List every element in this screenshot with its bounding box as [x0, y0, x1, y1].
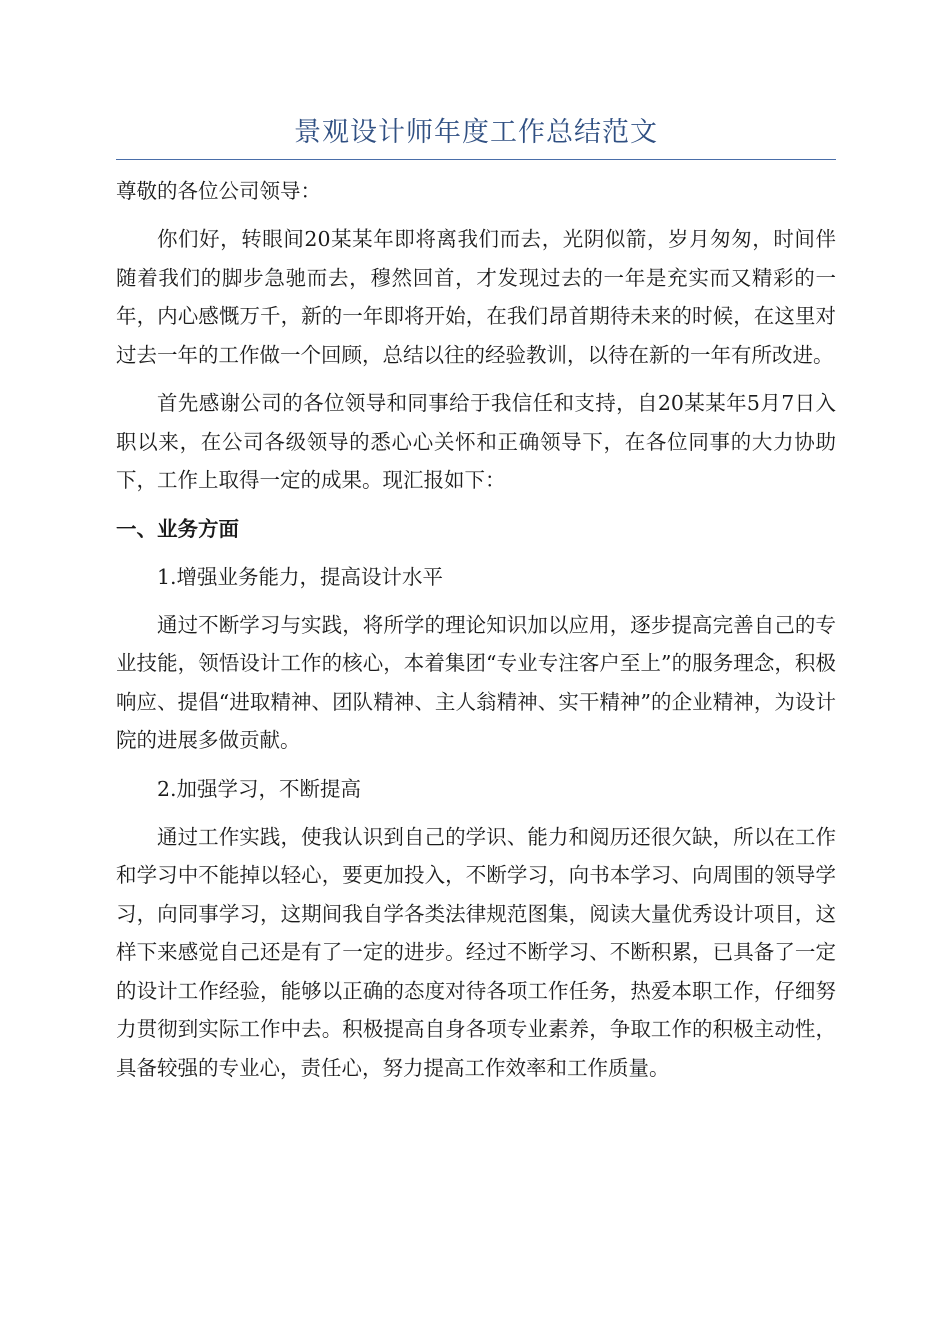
paragraph-thanks: 首先感谢公司的各位领导和同事给于我信任和支持，自20某某年5月7日入职以来，在公司各级领导的悉心心关怀和正确领导下，在各位同事的大力协助下，工作上取得一定的成果。现汇报如下：: [116, 391, 836, 492]
subheading-item-1: 1.增强业务能力，提高设计水平: [157, 564, 444, 589]
paragraph-item-2: 通过工作实践，使我认识到自己的学识、能力和阅历还很欠缺，所以在工作和学习中不能掉以轻心，要更加投入，不断学习，向书本学习、向周围的领导学习，向同事学习，这期间我自学各类法律规范图集，阅读大量优秀设计项目，这样下来感觉自己还是有了一定的进步。经过不断学习、不断积累，已具备了一定的设计工作经验，能够以正确的态度对待各项工作任务，热爱本职工作，仔细努力贯彻到实际工作中去。积极提高自身各项专业素养，争取工作的积极主动性，具备较强的专业心，责任心，努力提高工作效率和工作质量。: [116, 824, 836, 1080]
paragraph-item-1: 通过不断学习与实践，将所学的理论知识加以应用，逐步提高完善自己的专业技能，领悟设计工作的核心，本着集团“专业专注客户至上”的服务理念，积极响应、提倡“进取精神、团队精神、主人翁精神、实干精神”的企业精神，为设计院的进展多做贡献。: [116, 612, 836, 752]
paragraph-intro: 你们好，转眼间20某某年即将离我们而去，光阴似箭，岁月匆匆，时间伴随着我们的脚步急驰而去，穆然回首，才发现过去的一年是充实而又精彩的一年，内心感慨万千，新的一年即将开始，在我们昂首期待未来的时候，在这里对过去一年的工作做一个回顾，总结以往的经验教训，以待在新的一年有所改进。: [116, 227, 836, 367]
subheading-item-2: 2.加强学习，不断提高: [157, 776, 362, 801]
document-page: [116, 110, 836, 1087]
salutation: 尊敬的各位公司领导：: [116, 179, 321, 203]
document-title: 景观设计师年度工作总结范文: [116, 110, 836, 160]
section-heading-business: 一、业务方面: [116, 516, 239, 541]
